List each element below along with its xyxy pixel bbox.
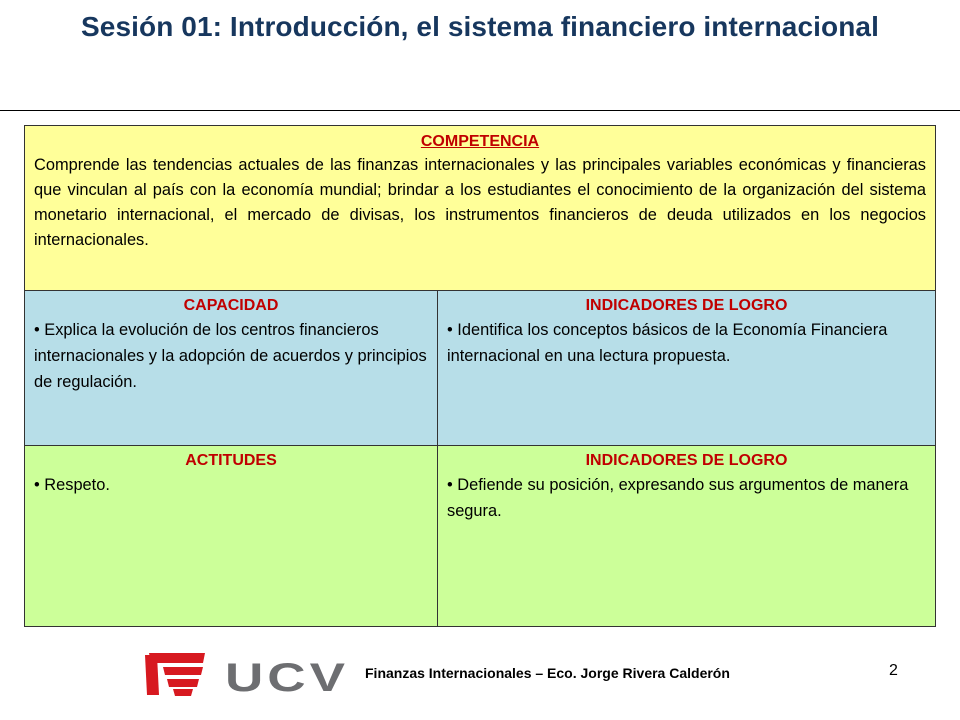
- capacidad-indicators-text: • Identifica los conceptos básicos de la Economía Financiera internacional en una lectura propuesta.: [447, 321, 888, 365]
- page-number: 2: [889, 662, 898, 679]
- competencia-text: Comprende las tendencias actuales de las finanzas internacionales y las principales variables económicas y financieras que vinculan al país con la economía mundial; brindar a los estudiantes el conocimiento de la organización del sistema monetario internacional, el mercado de divisas, los instrumentos financieros de deuda utilizados en los negocios internacionales.: [34, 156, 926, 249]
- actitudes-heading: ACTITUDES: [185, 452, 277, 469]
- ucv-wordmark: UCV: [225, 656, 349, 699]
- actitudes-text: • Respeto.: [34, 476, 110, 494]
- capacidad-cell: [25, 291, 438, 446]
- title-divider: [0, 110, 960, 111]
- slide-title: Sesión 01: Introducción, el sistema financiero internacional: [81, 11, 879, 42]
- actitudes-cell: [25, 446, 438, 626]
- capacidad-indicators-cell: [438, 291, 935, 446]
- footer-course-text: Finanzas Internacionales – Eco. Jorge Rivera Calderón: [365, 665, 730, 681]
- capacidad-text: • Explica la evolución de los centros financieros internacionales y la adopción de acuerdos y principios de regulación.: [34, 321, 427, 391]
- competency-table: [24, 125, 936, 627]
- ucv-logo: [143, 651, 351, 699]
- actitudes-indicators-text: • Defiende su posición, expresando sus argumentos de manera segura.: [447, 476, 909, 520]
- capacidad-indicators-heading: INDICADORES DE LOGRO: [585, 297, 788, 314]
- ucv-emblem-icon: [145, 653, 205, 696]
- actitudes-indicators-heading: INDICADORES DE LOGRO: [585, 452, 788, 469]
- actitudes-indicators-cell: [438, 446, 935, 626]
- competencia-heading: COMPETENCIA: [420, 133, 540, 150]
- capacidad-heading: CAPACIDAD: [183, 297, 279, 314]
- competencia-cell: [25, 126, 935, 291]
